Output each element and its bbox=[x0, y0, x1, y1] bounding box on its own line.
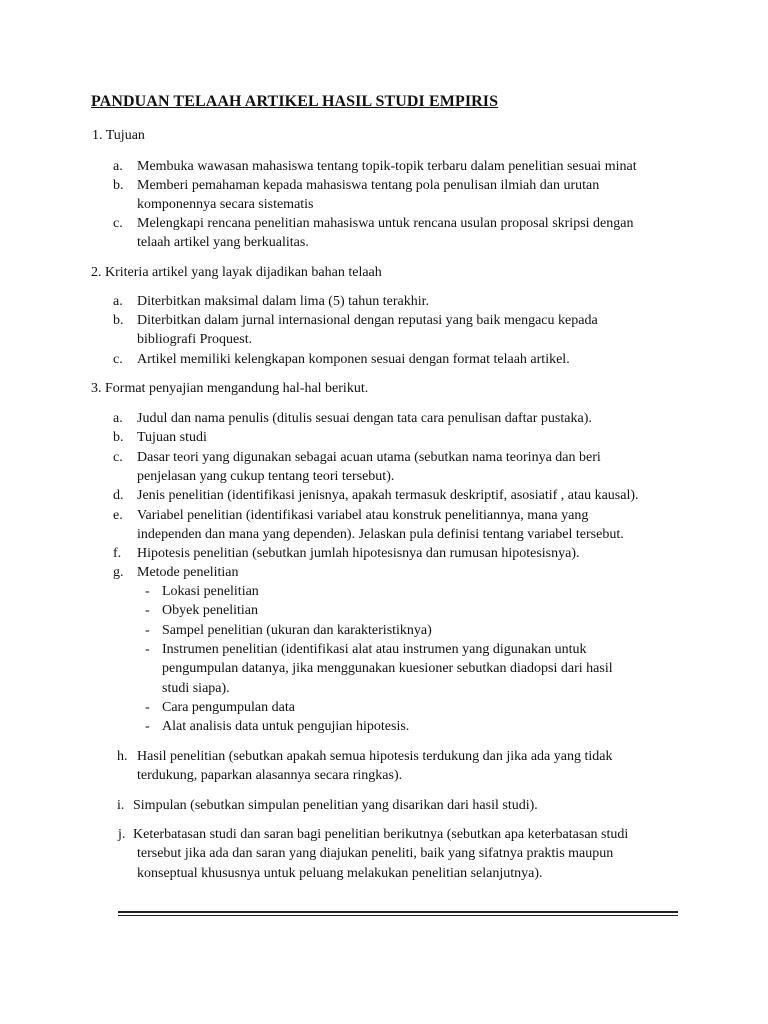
list-item-line: konseptual khususnya untuk peluang melakukan penelitian selanjutnya). bbox=[137, 866, 543, 881]
list-item-line: Memberi pemahaman kepada mahasiswa tentang pola penulisan ilmiah dan urutan bbox=[137, 178, 600, 193]
sublist-item-line: Alat analisis data untuk pengujian hipotesis. bbox=[162, 719, 410, 734]
list-item-line: Diterbitkan dalam jurnal internasional dengan reputasi yang baik mengacu kepada bbox=[137, 313, 598, 328]
sublist-marker: - bbox=[145, 603, 150, 618]
list-marker: a. bbox=[113, 294, 123, 309]
list-marker: a. bbox=[113, 411, 123, 426]
list-marker: d. bbox=[113, 488, 124, 503]
list-item-line: Tujuan studi bbox=[137, 430, 207, 445]
list-marker: i. bbox=[117, 798, 125, 813]
list-marker: e. bbox=[113, 508, 123, 523]
sublist-item-line: Lokasi penelitian bbox=[162, 584, 259, 599]
list-item-line: Variabel penelitian (identifikasi variabel atau konstruk penelitiannya, mana yang bbox=[137, 508, 589, 523]
list-marker: c. bbox=[113, 216, 123, 231]
footer-double-rule-bottom bbox=[118, 915, 678, 916]
list-item-line: Dasar teori yang digunakan sebagai acuan utama (sebutkan nama teorinya dan beri bbox=[137, 450, 601, 465]
list-item-line: tersebut jika ada dan saran yang diajukan peneliti, baik yang sifatnya praktis maupun bbox=[137, 846, 614, 861]
sublist-marker: - bbox=[145, 584, 150, 599]
list-item-line: Artikel memiliki kelengkapan komponen sesuai dengan format telaah artikel. bbox=[137, 352, 570, 367]
sublist-item-line: Cara pengumpulan data bbox=[162, 700, 295, 715]
list-marker: h. bbox=[117, 749, 128, 764]
sublist-marker: - bbox=[145, 700, 150, 715]
document-title: PANDUAN TELAAH ARTIKEL HASIL STUDI EMPIRIS bbox=[91, 93, 499, 110]
list-item-line: independen dan mana yang dependen). Jelaskan pula definisi tentang variabel tersebut. bbox=[137, 527, 624, 542]
section-heading-tujuan: 1. Tujuan bbox=[92, 128, 145, 143]
section-heading-format: 3. Format penyajian mengandung hal-hal berikut. bbox=[91, 381, 369, 396]
sublist-marker: - bbox=[145, 719, 150, 734]
list-item-line: Simpulan (sebutkan simpulan penelitian yang disarikan dari hasil studi). bbox=[133, 798, 538, 813]
list-marker: c. bbox=[113, 352, 123, 367]
footer-double-rule-top bbox=[118, 911, 678, 913]
list-item-line: Judul dan nama penulis (ditulis sesuai dengan tata cara penulisan daftar pustaka). bbox=[137, 411, 592, 426]
sublist-item-line: pengumpulan datanya, jika menggunakan kuesioner sebutkan diadopsi dari hasil bbox=[162, 661, 613, 676]
list-marker: c. bbox=[113, 450, 123, 465]
list-item-line: bibliografi Proquest. bbox=[137, 332, 253, 347]
sublist-item-line: Sampel penelitian (ukuran dan karakteristiknya) bbox=[162, 623, 432, 638]
list-marker: b. bbox=[113, 313, 124, 328]
list-item-line: Melengkapi rencana penelitian mahasiswa untuk rencana usulan proposal skripsi dengan bbox=[137, 216, 634, 231]
list-item-line: Hasil penelitian (sebutkan apakah semua hipotesis terdukung dan jika ada yang tidak bbox=[137, 749, 613, 764]
section-heading-kriteria: 2. Kriteria artikel yang layak dijadikan bahan telaah bbox=[91, 265, 382, 280]
list-item-line: komponennya secara sistematis bbox=[137, 197, 314, 212]
sublist-item-line: Obyek penelitian bbox=[162, 603, 259, 618]
list-item-line: penjelasan yang cukup tentang teori tersebut). bbox=[137, 469, 395, 484]
list-marker: f. bbox=[113, 546, 122, 561]
list-item-line: Jenis penelitian (identifikasi jenisnya, apakah termasuk deskriptif, asosiatif , atau kausal). bbox=[137, 488, 639, 503]
list-item-line: Diterbitkan maksimal dalam lima (5) tahun terakhir. bbox=[137, 294, 429, 309]
list-item-line: Hipotesis penelitian (sebutkan jumlah hipotesisnya dan rumusan hipotesisnya). bbox=[137, 546, 580, 561]
list-marker: g. bbox=[113, 565, 124, 580]
list-marker: b. bbox=[113, 178, 124, 193]
list-item-line: Keterbatasan studi dan saran bagi penelitian berikutnya (sebutkan apa keterbatasan studi bbox=[133, 827, 629, 842]
list-marker: a. bbox=[113, 159, 123, 174]
sublist-marker: - bbox=[145, 623, 150, 638]
list-marker: b. bbox=[113, 430, 124, 445]
sublist-item-line: Instrumen penelitian (identifikasi alat atau instrumen yang digunakan untuk bbox=[162, 642, 587, 657]
list-item-line: terdukung, paparkan alasannya secara ringkas). bbox=[137, 768, 403, 783]
list-item-line: Metode penelitian bbox=[137, 565, 239, 580]
list-item-line: Membuka wawasan mahasiswa tentang topik-topik terbaru dalam penelitian sesuai minat bbox=[137, 159, 637, 174]
sublist-item-line: studi siapa). bbox=[162, 681, 230, 696]
list-marker: j. bbox=[118, 827, 126, 842]
list-item-line: telaah artikel yang berkualitas. bbox=[137, 235, 309, 250]
sublist-marker: - bbox=[145, 642, 150, 657]
